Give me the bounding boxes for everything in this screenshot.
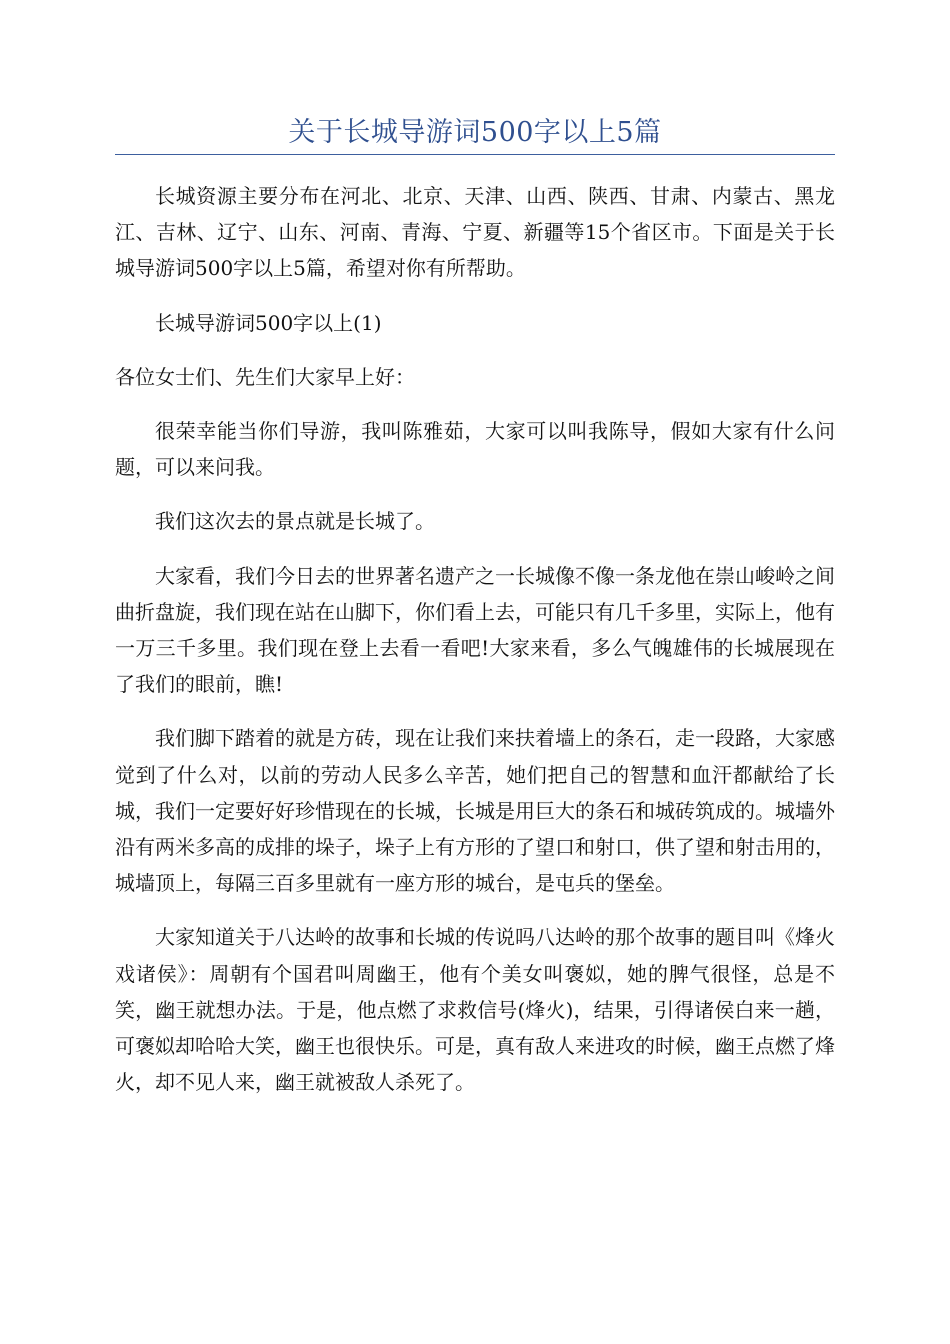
paragraph-greeting: 各位女士们、先生们大家早上好： (115, 364, 415, 389)
paragraph-intro: 长城资源主要分布在河北、北京、天津、山西、陕西、甘肃、内蒙古、黑龙江、吉林、辽宁、山东、河南、青海、宁夏、新疆等15个省区市。下面是关于长城导游词500字以上5篇，希望对你有所帮助。 (115, 184, 835, 281)
paragraph: 大家知道关于八达岭的故事和长城的传说吗八达岭的那个故事的题目叫《烽火戏诸侯》：周朝有个国君叫周幽王，他有个美女叫褒姒，她的脾气很怪，总是不笑，幽王就想办法。于是，他点燃了求救信号(烽火)，结果，引得诸侯白来一趟，可褒姒却哈哈大笑，幽王也很快乐。可是，真有敌人来进攻的时候，幽王点燃了烽火，却不见人来，幽王就被敌人杀死了。 (115, 925, 835, 1095)
paragraph: 我们脚下踏着的就是方砖，现在让我们来扶着墙上的条石，走一段路，大家感觉到了什么对，以前的劳动人民多么辛苦，她们把自己的智慧和血汗都献给了长城，我们一定要好好珍惜现在的长城，长城是用巨大的条石和城砖筑成的。城墙外沿有两米多高的成排的垛子，垛子上有方形的了望口和射口，供了望和射击用的，城墙顶上，每隔三百多里就有一座方形的城台，是屯兵的堡垒。 (115, 726, 835, 896)
section-heading: 长城导游词500字以上(1) (155, 310, 382, 335)
paragraph: 很荣幸能当你们导游，我叫陈雅茹，大家可以叫我陈导，假如大家有什么问题，可以来问我。 (115, 419, 835, 480)
title-underline (115, 154, 835, 155)
paragraph: 我们这次去的景点就是长城了。 (155, 509, 435, 534)
document-title: 关于长城导游词500字以上5篇 (288, 117, 662, 148)
document-body (115, 178, 835, 1118)
paragraph: 大家看，我们今日去的世界著名遗产之一长城像不像一条龙他在崇山峻岭之间曲折盘旋，我们现在站在山脚下，你们看上去，可能只有几千多里，实际上，他有一万三千多里。我们现在登上去看一看吧!大家来看，多么气魄雄伟的长城展现在了我们的眼前，瞧! (115, 563, 835, 697)
